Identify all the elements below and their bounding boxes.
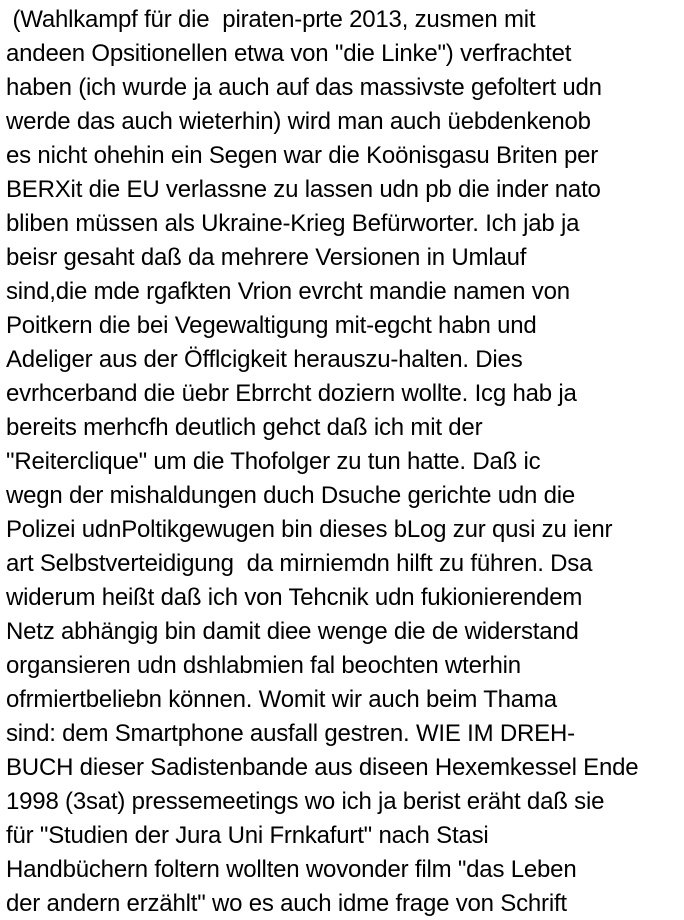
text-line: bliben müssen als Ukraine-Krieg Befürworter. Ich jab ja [6,210,580,237]
text-line: Adeliger aus der Öfflcigkeit herauszu-halten. Dies [6,346,523,373]
text-line: art Selbstverteidigung da mirniemdn hilft zu führen. Dsa [6,550,593,577]
body-text [6,3,682,920]
text-line: Polizei udnPoltikgewugen bin dieses bLog zur qusi zu ienr [6,516,613,543]
text-line: sind: dem Smartphone ausfall gestren. WIE IM DREH- [6,720,575,747]
text-line: (Wahlkampf für die piraten-prte 2013, zusmen mit [6,6,536,33]
text-line: wegn der mishaldungen duch Dsuche gerichte udn die [6,482,576,509]
text-line: bereits merhcfh deutlich gehct daß ich mit der [6,414,483,441]
text-line: für "Studien der Jura Uni Frnkafurt" nach Stasi [6,822,489,849]
text-line: werde das auch wieterhin) wird man auch üebdenkenob [6,108,591,135]
text-line: Netz abhängig bin damit diee wenge die de widerstand [6,618,579,645]
text-line: ofrmiertbeliebn können. Womit wir auch beim Thama [6,686,557,713]
text-line: sind,die mde rgafkten Vrion evrcht mandie namen von [6,278,570,305]
text-line: andeen Opsitionellen etwa von "die Linke") verfrachtet [6,40,572,67]
text-line: BUCH dieser Sadistenbande aus diseen Hexemkessel Ende [6,754,639,781]
text-line: Handbüchern foltern wollten wovonder film "das Leben [6,856,577,883]
text-line: beisr gesaht daß da mehrere Versionen in Umlauf [6,244,527,271]
text-line: 1998 (3sat) pressemeetings wo ich ja berist eräht daß sie [6,788,605,815]
text-line: es nicht ohehin ein Segen war die Koönisgasu Briten per [6,142,599,169]
text-line: Poitkern die bei Vegewaltigung mit-egcht habn und [6,312,537,339]
text-line: BERXit die EU verlassne zu lassen udn pb die inder nato [6,176,601,203]
text-line: haben (ich wurde ja auch auf das massivste gefoltert udn [6,74,602,101]
text-line: organsieren udn dshlabmien fal beochten wterhin [6,652,521,679]
text-line: widerum heißt daß ich von Tehcnik udn fukionierendem [6,584,583,611]
text-line: der andern erzählt" wo es auch idme frage von Schrift [6,890,567,917]
text-line: "Reiterclique" um die Thofolger zu tun hatte. Daß ic [6,448,541,475]
text-line: evrhcerband die üebr Ebrrcht doziern wollte. Icg hab ja [6,380,577,407]
